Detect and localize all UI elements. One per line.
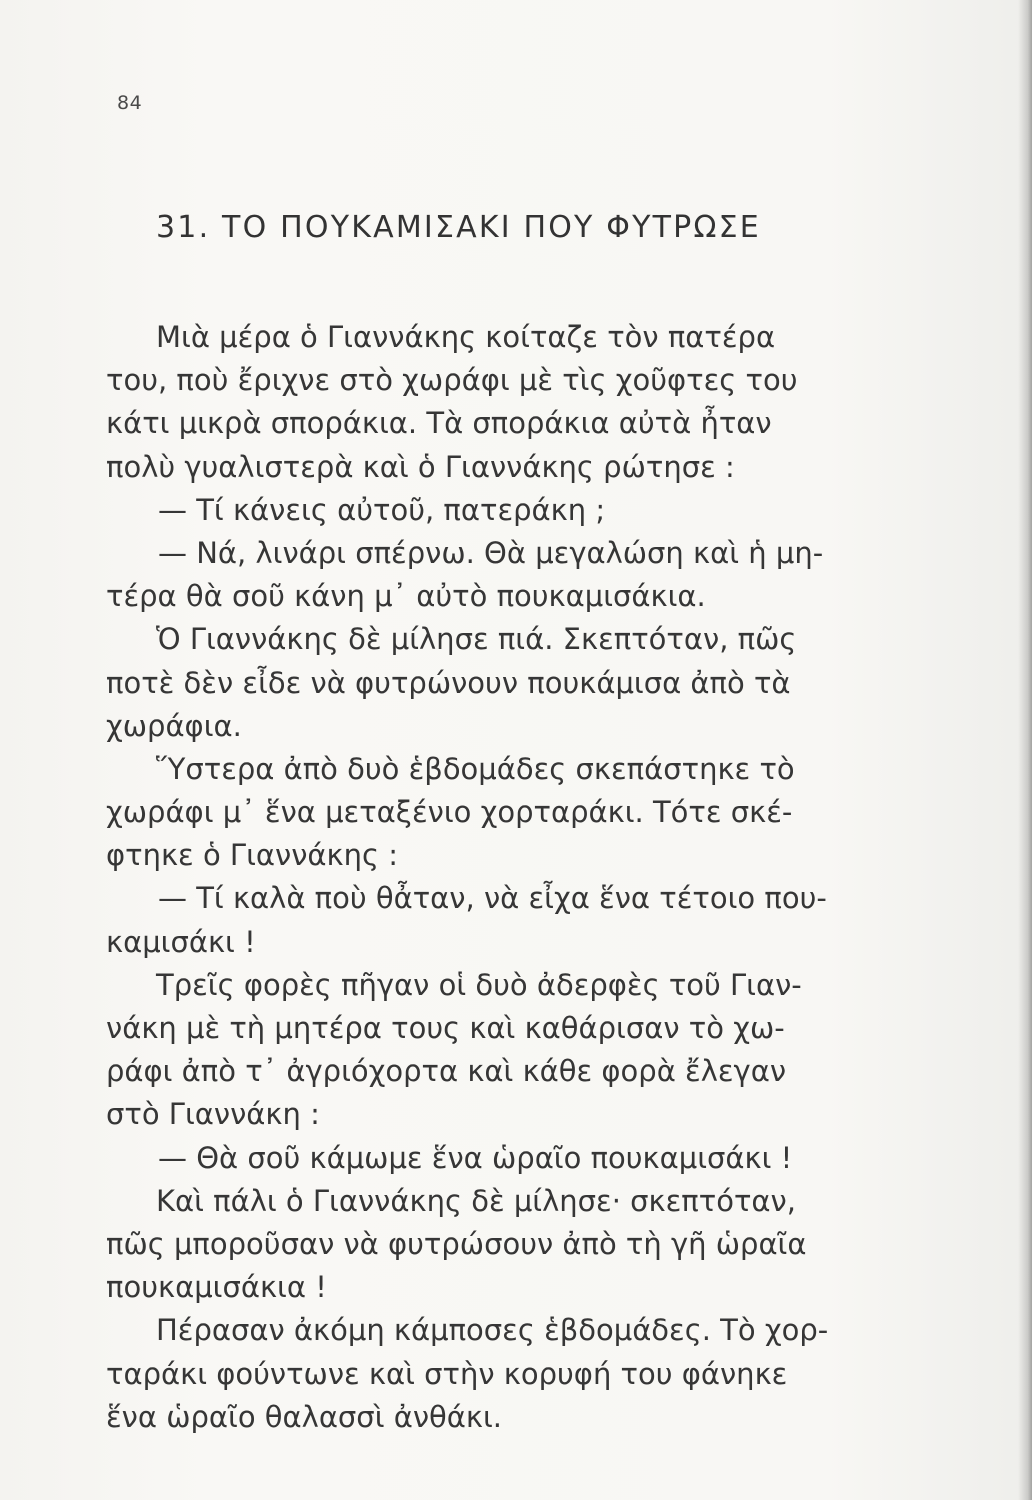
text-line: κάτι μικρὰ σποράκια. Τὰ σποράκια αὐτὰ ἦταν — [106, 406, 772, 441]
text-line: στὸ Γιαννάκη : — [106, 1097, 320, 1132]
text-line: χωράφι μ᾿ ἕνα μεταξένιο χορταράκι. Τότε σκέ- — [106, 795, 793, 830]
text-line: φτηκε ὁ Γιαννάκης : — [106, 838, 398, 873]
text-line: Ὕστερα ἀπὸ δυὸ ἑβδομάδες σκεπάστηκε τὸ — [156, 751, 795, 786]
text-line: Καὶ πάλι ὁ Γιαννάκης δὲ μίλησε· σκεπτόταν, — [156, 1183, 796, 1218]
text-line: ἕνα ὡραῖο θαλασσὶ ἀνθάκι. — [106, 1399, 503, 1434]
body-text — [106, 316, 966, 1439]
chapter-title: 31. ΤΟ ΠΟΥΚΑΜΙΣΑΚΙ ΠΟΥ ΦΥΤΡΩΣΕ — [156, 210, 761, 245]
page-binding-shadow — [1018, 0, 1032, 1500]
text-line: Ὁ Γιαννάκης δὲ μίλησε πιά. Σκεπτόταν, πῶς — [156, 622, 797, 657]
text-line: Μιὰ μέρα ὁ Γιαννάκης κοίταζε τὸν πατέρα — [156, 320, 776, 354]
text-line: του, ποὺ ἔριχνε στὸ χωράφι μὲ τὶς χοῦφτες του — [106, 363, 798, 398]
text-line: καμισάκι ! — [106, 924, 256, 959]
text-line: πολὺ γυαλιστερὰ καὶ ὁ Γιαννάκης ρώτησε : — [106, 449, 735, 484]
text-line: — Τί καλὰ ποὺ θἆταν, νὰ εἶχα ἕνα τέτοιο που- — [158, 881, 827, 916]
text-line: τέρα θὰ σοῦ κάνη μ᾿ αὐτὸ πουκαμισάκια. — [106, 579, 706, 614]
text-line: πῶς μποροῦσαν νὰ φυτρώσουν ἀπὸ τὴ γῆ ὡραῖα — [106, 1226, 807, 1261]
page-number: 84 — [117, 92, 143, 114]
text-line: — Θὰ σοῦ κάμωμε ἕνα ὡραῖο πουκαμισάκι ! — [158, 1140, 793, 1175]
text-line: Τρεῖς φορὲς πῆγαν οἱ δυὸ ἀδερφὲς τοῦ Γιαν- — [156, 967, 802, 1002]
text-line: ταράκι φούντωνε καὶ στὴν κορυφή του φάνηκε — [106, 1356, 788, 1391]
text-line: νάκη μὲ τὴ μητέρα τους καὶ καθάρισαν τὸ χω- — [106, 1011, 785, 1045]
text-line: ποτὲ δὲν εἶδε νὰ φυτρώνουν πουκάμισα ἀπὸ τὰ — [106, 665, 791, 700]
text-line: ράφι ἀπὸ τ᾿ ἀγριόχορτα καὶ κάθε φορὰ ἔλεγαν — [106, 1054, 787, 1089]
text-line: — Νά, λινάρι σπέρνω. Θὰ μεγαλώση καὶ ἡ μη- — [158, 535, 824, 570]
text-line: πουκαμισάκια ! — [106, 1270, 327, 1305]
text-line: χωράφια. — [106, 708, 242, 743]
text-line: — Τί κάνεις αὐτοῦ, πατεράκη ; — [158, 492, 606, 527]
text-line: Πέρασαν ἀκόμη κάμποσες ἑβδομάδες. Τὸ χορ- — [156, 1313, 829, 1348]
